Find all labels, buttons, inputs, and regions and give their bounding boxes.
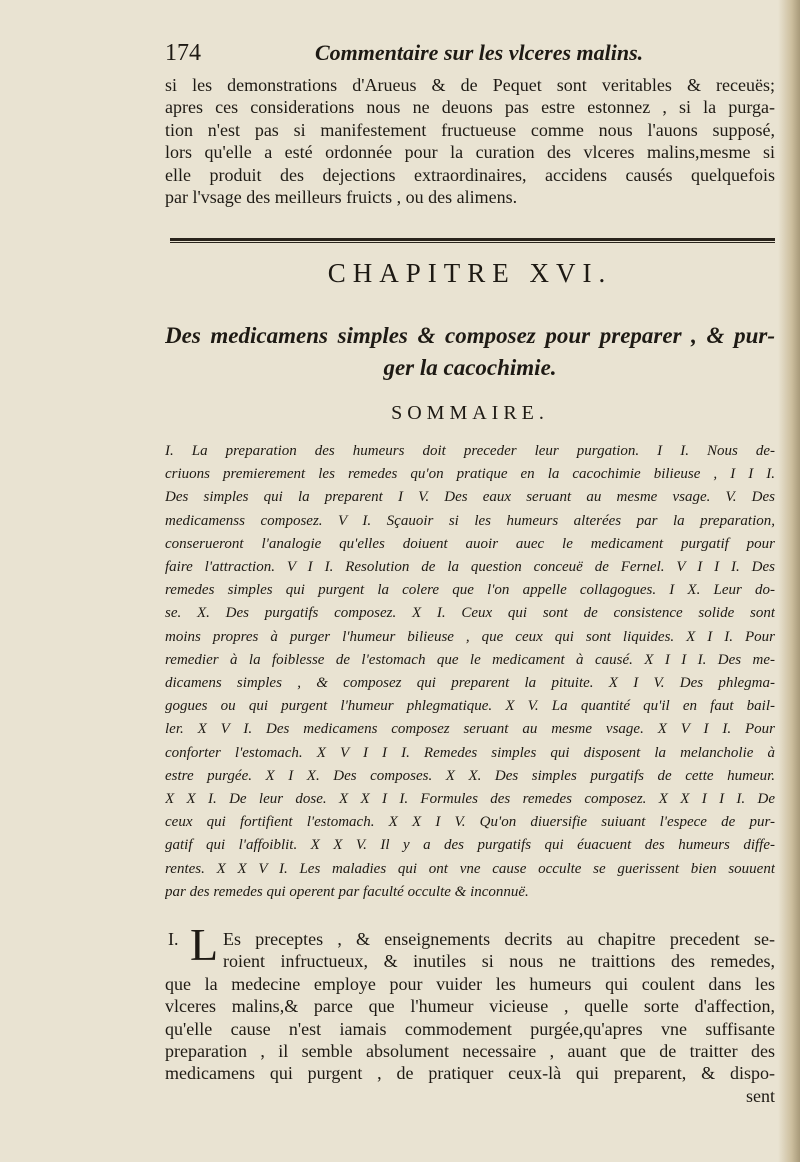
summary-heading: SOMMAIRE. <box>391 402 549 424</box>
body-line: que la medecine employe pour vuider les humeurs qui coulent dans les <box>165 973 775 994</box>
body-line: Es preceptes , & enseignements decrits au chapitre precedent se- <box>223 929 775 949</box>
body-line: preparation , il semble absolument necessaire , auant que de traitter des <box>165 1041 775 1062</box>
intro-paragraph <box>165 74 775 208</box>
summary-line: conserueront l'analogie qu'elles doiuent auoir auec le medicament purgatif pour <box>165 535 775 552</box>
subtitle-line: Des medicamens simples & composez pour preparer , & pur- <box>165 323 775 348</box>
summary-line: faire l'attraction. V I I. Resolution de la question conceuë de Fernel. V I I I. Des <box>165 559 775 576</box>
summary-line: rentes. X X V I. Les maladies qui ont vne cause occulte se guerissent bien souuent <box>165 860 775 877</box>
summary-line: estre purgée. X I X. Des composes. X X. Des simples purgatifs de cette humeur. <box>165 767 775 784</box>
subtitle-line: ger la cacochimie. <box>383 355 557 380</box>
summary-line: X X I. De leur dose. X X I I. Formules des remedes composez. X X I I I. De <box>165 791 775 808</box>
summary-line: se. X. Des purgatifs composez. X I. Ceux qui sont de consistence solide sont <box>165 605 775 622</box>
summary-line: medicamenss composez. V I. Sçauoir si les humeurs alterées par la preparation, <box>165 512 775 529</box>
ornamental-rule <box>170 238 775 243</box>
text-line: lors qu'elle a esté ordonnée pour la curation des vlceres malins,mesme si <box>165 142 775 163</box>
body-line: qu'elle cause n'est iamais commodement purgée,qu'apres vne suffisante <box>165 1018 775 1039</box>
body-line: vlceres malins,& parce que l'humeur vicieuse , quelle sorte d'affection, <box>165 996 775 1017</box>
summary-line: moins propres à purger l'humeur bilieuse , que ceux qui sont liquides. X I I. Pour <box>165 628 775 645</box>
text-line: tion n'est pas si manifestement fructueuse comme nous l'auons supposé, <box>165 119 775 140</box>
chapter-subtitle <box>165 320 775 384</box>
body-line: medicamens qui purgent , de pratiquer ceux-là qui preparent, & dispo- <box>165 1063 775 1084</box>
running-title: Commentaire sur les vlceres malins. <box>315 40 644 65</box>
summary-line: Des simples qui la preparent I V. Des eaux seruant au mesme vsage. V. Des <box>165 489 775 506</box>
body-line: roient infructueux, & inutiles si nous ne traittions des remedes, <box>223 951 775 972</box>
summary-line: conforter l'estomach. X V I I I. Remedes simples qui disposent la melancholie à <box>165 744 775 761</box>
summary-line: gatif qui l'affoiblit. X X V. Il y a des purgatifs qui éuacuent des humeurs diffe- <box>165 837 775 854</box>
drop-cap: L <box>190 919 219 970</box>
page-gutter-shadow <box>778 0 800 1162</box>
text-line: elle produit des dejections extraordinaires, accidens causés quelquefois <box>165 164 775 185</box>
body-paragraph <box>165 928 775 1107</box>
summary-line: gogues ou qui purgent l'humeur phlegmatique. X V. La quantité qu'il en faut bail- <box>165 698 775 715</box>
summary-line: remedier à la foiblesse de l'estomach que le medicament à causé. X I I I. Des me- <box>165 651 775 668</box>
chapter-heading: CHAPITRE XVI. <box>327 258 613 288</box>
section-number: I. <box>168 929 179 949</box>
page-header <box>165 40 770 74</box>
text-line: si les demonstrations d'Arueus & de Pequet sont veritables & receuës; <box>165 75 775 95</box>
summary-line: I. La preparation des humeurs doit preceder leur purgation. I I. Nous de- <box>165 443 775 459</box>
summary-line: dicamens simples , & composez qui preparent la pituite. X I V. Des phlegma- <box>165 675 775 692</box>
page-number: 174 <box>165 40 201 66</box>
text-line: par l'vsage des meilleurs fruicts , ou des alimens. <box>165 187 518 208</box>
summary-paragraph <box>165 440 775 904</box>
summary-line: ceux qui fortifient l'estomach. X X I V. Qu'on diuersifie suiuant l'espece de pur- <box>165 814 775 831</box>
text-line: apres ces considerations nous ne deuons pas estre estonnez , si la purga- <box>165 97 775 118</box>
summary-line: par des remedes qui operent par faculté occulte & inconnuë. <box>165 883 529 900</box>
summary-line: ler. X V I. Des medicamens composez seruant au mesme vsage. X V I I. Pour <box>165 721 775 738</box>
summary-line: remedes simples qui purgent la colere que l'on appelle collagogues. I X. Leur do- <box>165 582 775 599</box>
summary-line: criuons premierement les remedes qu'on pratique en la cacochimie bilieuse , I I I. <box>165 466 775 483</box>
catchword: sent <box>746 1085 775 1106</box>
